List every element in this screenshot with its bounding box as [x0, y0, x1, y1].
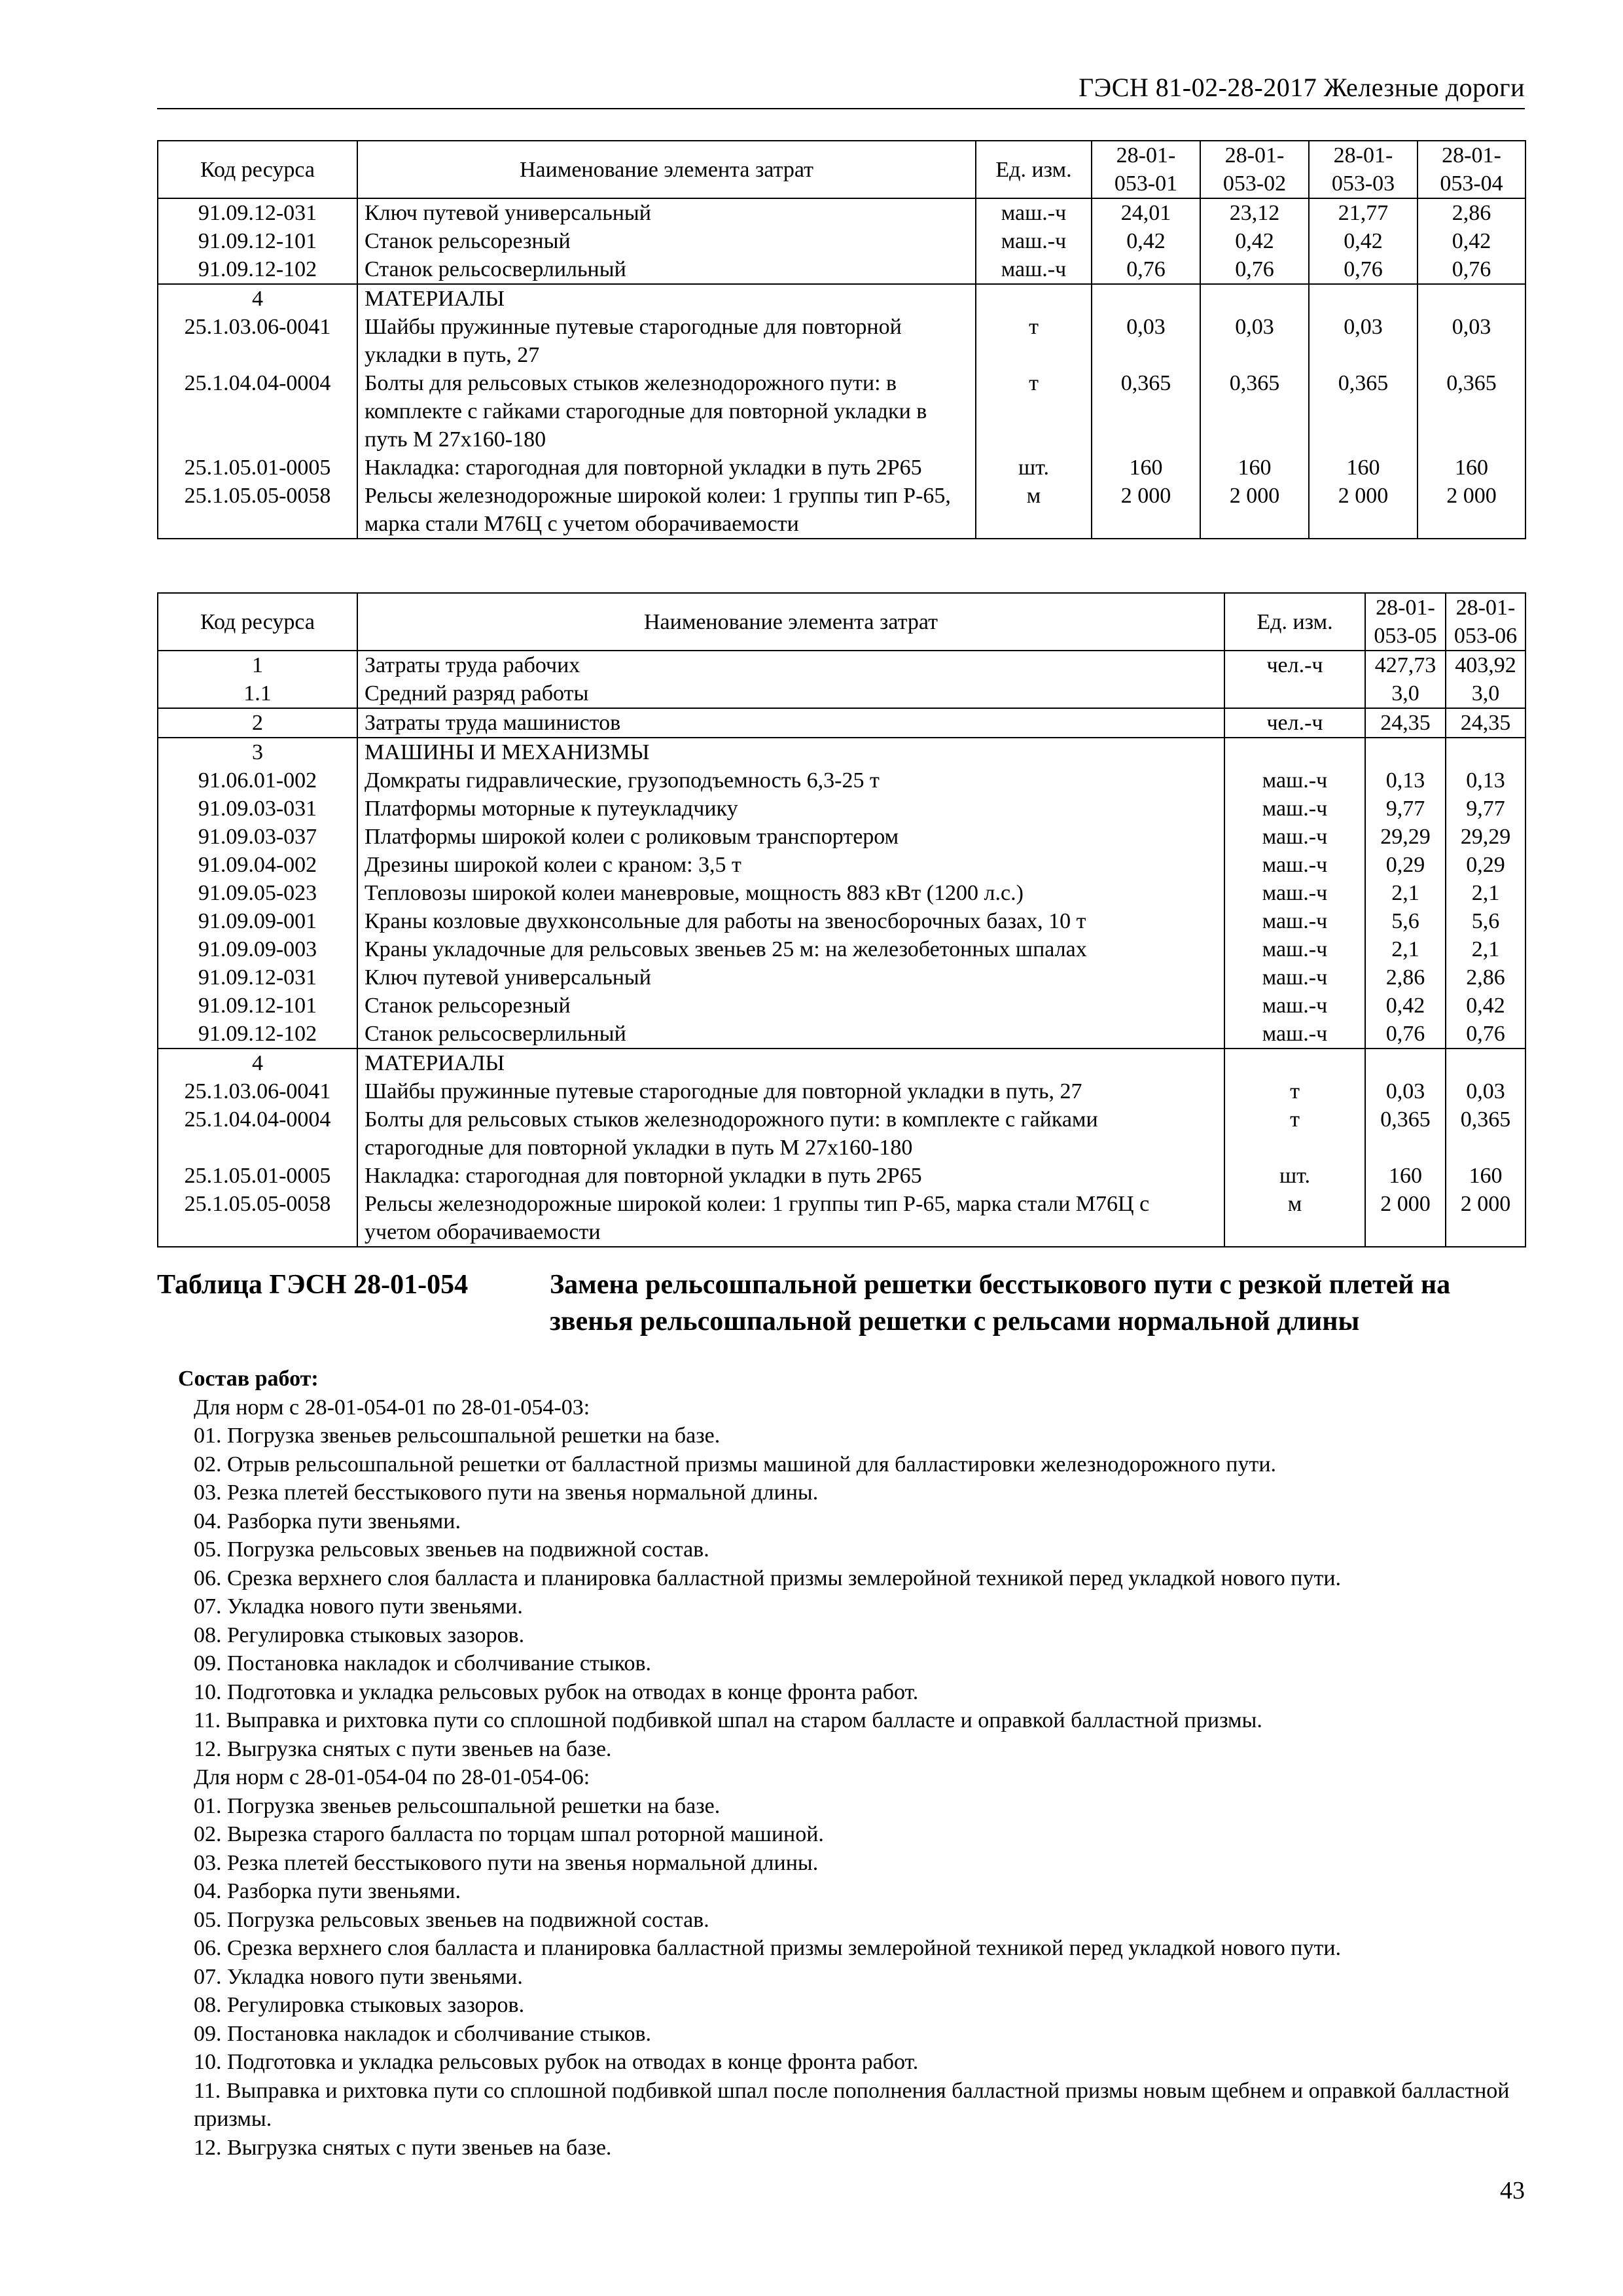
resource-code: 91.09.04-002 — [158, 851, 357, 879]
norm-value: 0,365 — [1309, 369, 1418, 454]
norm-value: 2,86 — [1446, 963, 1525, 992]
norm-value: 2 000 — [1309, 482, 1418, 539]
norm-value: 427,73 — [1365, 651, 1446, 679]
unit-of-measure: т — [1224, 1077, 1365, 1105]
resource-name: Болты для рельсовых стыков железнодорожного пути: в комплекте с гайками старогодные для повторной укладки в путь М 27х160-180 — [357, 369, 976, 454]
resource-name: Домкраты гидравлические, грузоподъемность 6,3-25 т — [357, 766, 1224, 795]
unit-of-measure: т — [1224, 1105, 1365, 1162]
norm-value: 0,365 — [1092, 369, 1200, 454]
norm-value: 0,03 — [1365, 1077, 1446, 1105]
resource-code: 25.1.04.04-0004 — [158, 1105, 357, 1162]
col-header-unit: Ед. изм. — [976, 141, 1092, 198]
unit-of-measure: маш.-ч — [976, 198, 1092, 227]
table-row — [158, 1162, 1525, 1190]
unit-of-measure: чел.-ч — [1224, 708, 1365, 738]
section-row — [158, 1049, 1525, 1077]
table-row — [158, 679, 1525, 708]
norm-value: 0,365 — [1418, 369, 1525, 454]
resource-table-1 — [157, 140, 1526, 539]
norm-value: 24,01 — [1092, 198, 1200, 227]
resource-code: 91.06.01-002 — [158, 766, 357, 795]
table-row — [158, 823, 1525, 851]
works-item: Для норм с 28-01-054-01 по 28-01-054-03: — [194, 1395, 590, 1420]
norm-value: 0,76 — [1092, 255, 1200, 284]
resource-code: 91.09.12-031 — [158, 963, 357, 992]
resource-name: Ключ путевой универсальный — [357, 198, 976, 227]
section-title: МАТЕРИАЛЫ — [357, 1049, 1224, 1077]
table-2-body — [158, 651, 1525, 1247]
resource-code: 2 — [158, 708, 357, 738]
norm-value: 0,29 — [1365, 851, 1446, 879]
table-caption-title: Замена рельсошпальной решетки бесстыкового пути с резкой плетей на звенья рельсошпальной решетки с рельсами нормальной длины — [550, 1270, 1451, 1336]
unit-of-measure: м — [1224, 1190, 1365, 1247]
resource-name: Болты для рельсовых стыков железнодорожного пути: в комплекте с гайками старогодные для повторной укладки в путь М 27х160-180 — [357, 1105, 1224, 1162]
norm-value: 160 — [1200, 454, 1309, 482]
unit-of-measure: шт. — [976, 454, 1092, 482]
empty-cell — [976, 284, 1092, 313]
norm-value: 9,77 — [1365, 795, 1446, 823]
norm-value: 3,0 — [1446, 679, 1525, 708]
resource-code: 25.1.03.06-0041 — [158, 1077, 357, 1105]
works-item: 06. Срезка верхнего слоя балласта и планировка балластной призмы землеройной техникой перед укладкой нового пути. — [194, 1566, 1342, 1590]
norm-value: 2 000 — [1418, 482, 1525, 539]
resource-code: 91.09.09-003 — [158, 935, 357, 963]
header-rule — [157, 108, 1525, 109]
unit-of-measure: т — [976, 369, 1092, 454]
resource-code: 91.09.12-031 — [158, 198, 357, 227]
unit-of-measure: маш.-ч — [976, 227, 1092, 255]
resource-code: 25.1.03.06-0041 — [158, 313, 357, 369]
unit-of-measure: маш.-ч — [1224, 935, 1365, 963]
table-row — [158, 198, 1525, 227]
works-item: 10. Подготовка и укладка рельсовых рубок на отводах в конце фронта работ. — [194, 2050, 919, 2074]
norm-value: 0,365 — [1365, 1105, 1446, 1162]
unit-of-measure: маш.-ч — [1224, 963, 1365, 992]
norm-value: 5,6 — [1365, 907, 1446, 935]
resource-code: 91.09.12-101 — [158, 992, 357, 1020]
resource-name: Тепловозы широкой колеи маневровые, мощность 883 кВт (1200 л.с.) — [357, 879, 1224, 907]
resource-name: Краны козловые двухконсольные для работы на звеносборочных базах, 10 т — [357, 907, 1224, 935]
works-item: 07. Укладка нового пути звеньями. — [194, 1594, 523, 1619]
section-title: МАШИНЫ И МЕХАНИЗМЫ — [357, 738, 1224, 766]
resource-code: 1.1 — [158, 679, 357, 708]
table-row — [158, 879, 1525, 907]
resource-code: 91.09.03-031 — [158, 795, 357, 823]
empty-cell — [1446, 738, 1525, 766]
empty-cell — [1365, 1049, 1446, 1077]
empty-cell — [1309, 284, 1418, 313]
empty-cell — [1092, 284, 1200, 313]
norm-value: 403,92 — [1446, 651, 1525, 679]
resource-code: 91.09.03-037 — [158, 823, 357, 851]
works-item: 07. Укладка нового пути звеньями. — [194, 1964, 523, 1989]
norm-value: 0,42 — [1309, 227, 1418, 255]
table-row — [158, 907, 1525, 935]
norm-value: 2 000 — [1446, 1190, 1525, 1247]
resource-name: Краны укладочные для рельсовых звеньев 25 м: на железобетонных шпалах — [357, 935, 1224, 963]
norm-value: 0,76 — [1200, 255, 1309, 284]
col-header-unit: Ед. изм. — [1224, 593, 1365, 651]
resource-code: 1 — [158, 651, 357, 679]
table-row — [158, 255, 1525, 284]
resource-code: 91.09.05-023 — [158, 879, 357, 907]
works-item: 08. Регулировка стыковых зазоров. — [194, 1993, 525, 2017]
col-header-norm: 28-01-053-04 — [1418, 141, 1525, 198]
resource-name: Ключ путевой универсальный — [357, 963, 1224, 992]
norm-value: 0,42 — [1418, 227, 1525, 255]
col-header-name: Наименование элемента затрат — [357, 141, 976, 198]
resource-name: Накладка: старогодная для повторной укладки в путь 2Р65 — [357, 454, 976, 482]
empty-cell — [1446, 1049, 1525, 1077]
resource-code: 25.1.04.04-0004 — [158, 369, 357, 454]
norm-value: 0,42 — [1200, 227, 1309, 255]
resource-code: 25.1.05.01-0005 — [158, 454, 357, 482]
works-item: 03. Резка плетей бесстыкового пути на звенья нормальной длины. — [194, 1850, 819, 1875]
norm-value: 0,13 — [1365, 766, 1446, 795]
norm-value: 2 000 — [1092, 482, 1200, 539]
page-number: 43 — [1500, 2177, 1525, 2204]
unit-of-measure — [1224, 679, 1365, 708]
works-item: 08. Регулировка стыковых зазоров. — [194, 1623, 525, 1647]
table-row — [158, 963, 1525, 992]
norm-value: 0,03 — [1200, 313, 1309, 369]
col-header-norm: 28-01-053-02 — [1200, 141, 1309, 198]
unit-of-measure: маш.-ч — [1224, 766, 1365, 795]
section-row — [158, 284, 1525, 313]
resource-name: Затраты труда рабочих — [357, 651, 1224, 679]
resource-code: 91.09.09-001 — [158, 907, 357, 935]
unit-of-measure: маш.-ч — [976, 255, 1092, 284]
resource-name: Платформы широкой колеи с роликовым транспортером — [357, 823, 1224, 851]
resource-code: 4 — [158, 1049, 357, 1077]
empty-cell — [1365, 738, 1446, 766]
norm-value: 24,35 — [1365, 708, 1446, 738]
col-header-norm: 28-01-053-01 — [1092, 141, 1200, 198]
norm-value: 0,03 — [1092, 313, 1200, 369]
resource-name: Средний разряд работы — [357, 679, 1224, 708]
table-caption-label: Таблица ГЭСН 28-01-054 — [157, 1270, 469, 1300]
norm-value: 9,77 — [1446, 795, 1525, 823]
works-item: Для норм с 28-01-054-04 по 28-01-054-06: — [194, 1765, 590, 1789]
table-row — [158, 1020, 1525, 1049]
norm-value: 160 — [1446, 1162, 1525, 1190]
resource-code: 91.09.12-102 — [158, 255, 357, 284]
table-row — [158, 1105, 1525, 1162]
unit-of-measure: маш.-ч — [1224, 823, 1365, 851]
empty-cell — [1418, 284, 1525, 313]
empty-cell — [1200, 284, 1309, 313]
norm-value: 29,29 — [1365, 823, 1446, 851]
section-title: МАТЕРИАЛЫ — [357, 284, 976, 313]
norm-value: 0,365 — [1446, 1105, 1525, 1162]
resource-name: Затраты труда машинистов — [357, 708, 1224, 738]
empty-cell — [1224, 1049, 1365, 1077]
works-item: 01. Погрузка звеньев рельсошпальной решетки на базе. — [194, 1424, 721, 1448]
works-item: 02. Отрыв рельсошпальной решетки от балластной призмы машиной для балластировки железнодорожного пути. — [194, 1452, 1277, 1477]
works-item: 06. Срезка верхнего слоя балласта и планировка балластной призмы землеройной техникой перед укладкой нового пути. — [194, 1936, 1342, 1960]
works-list — [178, 1393, 1513, 2162]
resource-name: Дрезины широкой колеи с краном: 3,5 т — [357, 851, 1224, 879]
resource-name: Рельсы железнодорожные широкой колеи: 1 группы тип Р-65, марка стали М76Ц с учетом оборачиваемости — [357, 482, 976, 539]
works-item: 11. Выправка и рихтовка пути со сплошной подбивкой шпал на старом балласте и оправкой балластной призмы. — [194, 1708, 1262, 1732]
norm-value: 23,12 — [1200, 198, 1309, 227]
works-item: 12. Выгрузка снятых с пути звеньев на базе. — [194, 2135, 612, 2160]
works-item: 05. Погрузка рельсовых звеньев на подвижной состав. — [194, 1907, 709, 1932]
table-row — [158, 482, 1525, 539]
norm-value: 2,86 — [1418, 198, 1525, 227]
table-row — [158, 369, 1525, 454]
unit-of-measure: маш.-ч — [1224, 992, 1365, 1020]
resource-name: Станок рельсорезный — [357, 227, 976, 255]
unit-of-measure: маш.-ч — [1224, 1020, 1365, 1049]
unit-of-measure: т — [976, 313, 1092, 369]
works-item: 12. Выгрузка снятых с пути звеньев на базе. — [194, 1736, 612, 1761]
unit-of-measure: маш.-ч — [1224, 851, 1365, 879]
table-row — [158, 313, 1525, 369]
unit-of-measure: шт. — [1224, 1162, 1365, 1190]
resource-code: 3 — [158, 738, 357, 766]
works-title: Состав работ: — [178, 1367, 319, 1391]
norm-value: 2 000 — [1200, 482, 1309, 539]
works-item: 01. Погрузка звеньев рельсошпальной решетки на базе. — [194, 1793, 721, 1818]
norm-value: 0,03 — [1309, 313, 1418, 369]
col-header-code: Код ресурса — [158, 141, 357, 198]
resource-code: 4 — [158, 284, 357, 313]
col-header-norm: 28-01-053-06 — [1446, 593, 1525, 651]
col-header-norm: 28-01-053-05 — [1365, 593, 1446, 651]
resource-name: Платформы моторные к путеукладчику — [357, 795, 1224, 823]
works-item: 03. Резка плетей бесстыкового пути на звенья нормальной длины. — [194, 1480, 819, 1505]
resource-name: Станок рельсосверлильный — [357, 255, 976, 284]
norm-value: 0,76 — [1446, 1020, 1525, 1049]
resource-name: Станок рельсосверлильный — [357, 1020, 1224, 1049]
empty-cell — [1224, 738, 1365, 766]
table-row — [158, 1077, 1525, 1105]
norm-value: 5,6 — [1446, 907, 1525, 935]
resource-code: 91.09.12-101 — [158, 227, 357, 255]
norm-value: 24,35 — [1446, 708, 1525, 738]
norm-value: 0,03 — [1446, 1077, 1525, 1105]
works-item: 11. Выправка и рихтовка пути со сплошной подбивкой шпал после пополнения балластной призмы новым щебнем и оправкой балластной призмы. — [194, 2078, 1510, 2131]
table-row — [158, 1190, 1525, 1247]
norm-value: 0,29 — [1446, 851, 1525, 879]
resource-table-2 — [157, 592, 1526, 1247]
unit-of-measure: маш.-ч — [1224, 879, 1365, 907]
unit-of-measure: маш.-ч — [1224, 907, 1365, 935]
norm-value: 0,365 — [1200, 369, 1309, 454]
works-item: 04. Разборка пути звеньями. — [194, 1879, 461, 1903]
norm-value: 0,42 — [1365, 992, 1446, 1020]
col-header-norm: 28-01-053-03 — [1309, 141, 1418, 198]
norm-value: 0,76 — [1309, 255, 1418, 284]
resource-name: Шайбы пружинные путевые старогодные для повторной укладки в путь, 27 — [357, 1077, 1224, 1105]
resource-code: 25.1.05.05-0058 — [158, 482, 357, 539]
norm-value: 3,0 — [1365, 679, 1446, 708]
section-row — [158, 738, 1525, 766]
norm-value: 160 — [1309, 454, 1418, 482]
works-item: 04. Разборка пути звеньями. — [194, 1509, 461, 1534]
norm-value: 0,42 — [1092, 227, 1200, 255]
works-composition — [178, 1365, 1513, 2162]
table-row — [158, 935, 1525, 963]
works-item: 02. Вырезка старого балласта по торцам шпал роторной машиной. — [194, 1822, 824, 1846]
resource-name: Рельсы железнодорожные широкой колеи: 1 группы тип Р-65, марка стали М76Ц с учетом оборачиваемости — [357, 1190, 1224, 1247]
table-row — [158, 708, 1525, 738]
table-row — [158, 454, 1525, 482]
norm-value: 2,1 — [1365, 879, 1446, 907]
table-row — [158, 851, 1525, 879]
norm-value: 0,76 — [1418, 255, 1525, 284]
table-row — [158, 992, 1525, 1020]
works-item: 09. Постановка накладок и сболчивание стыков. — [194, 1651, 652, 1676]
resource-code: 25.1.05.01-0005 — [158, 1162, 357, 1190]
norm-value: 160 — [1365, 1162, 1446, 1190]
col-header-name: Наименование элемента затрат — [357, 593, 1224, 651]
norm-value: 2,86 — [1365, 963, 1446, 992]
col-header-code: Код ресурса — [158, 593, 357, 651]
works-item: 10. Подготовка и укладка рельсовых рубок на отводах в конце фронта работ. — [194, 1679, 919, 1704]
norm-value: 0,42 — [1446, 992, 1525, 1020]
norm-value: 0,13 — [1446, 766, 1525, 795]
works-item: 05. Погрузка рельсовых звеньев на подвижной состав. — [194, 1537, 709, 1562]
norm-value: 2,1 — [1446, 879, 1525, 907]
resource-name: Станок рельсорезный — [357, 992, 1224, 1020]
resource-code: 91.09.12-102 — [158, 1020, 357, 1049]
norm-value: 160 — [1092, 454, 1200, 482]
norm-value: 2,1 — [1446, 935, 1525, 963]
resource-code: 25.1.05.05-0058 — [158, 1190, 357, 1247]
resource-name: Накладка: старогодная для повторной укладки в путь 2Р65 — [357, 1162, 1224, 1190]
unit-of-measure: чел.-ч — [1224, 651, 1365, 679]
norm-value: 0,76 — [1365, 1020, 1446, 1049]
norm-value: 0,03 — [1418, 313, 1525, 369]
norm-value: 2,1 — [1365, 935, 1446, 963]
norm-value: 160 — [1418, 454, 1525, 482]
table-row — [158, 651, 1525, 679]
table-row — [158, 795, 1525, 823]
page-header-title: ГЭСН 81-02-28-2017 Железные дороги — [1079, 73, 1525, 102]
table-1-body — [158, 198, 1525, 539]
table-row — [158, 227, 1525, 255]
unit-of-measure: маш.-ч — [1224, 795, 1365, 823]
norm-value: 29,29 — [1446, 823, 1525, 851]
unit-of-measure: м — [976, 482, 1092, 539]
norm-value: 2 000 — [1365, 1190, 1446, 1247]
works-item: 09. Постановка накладок и сболчивание стыков. — [194, 2021, 652, 2046]
norm-value: 21,77 — [1309, 198, 1418, 227]
table-row — [158, 766, 1525, 795]
resource-name: Шайбы пружинные путевые старогодные для повторной укладки в путь, 27 — [357, 313, 976, 369]
